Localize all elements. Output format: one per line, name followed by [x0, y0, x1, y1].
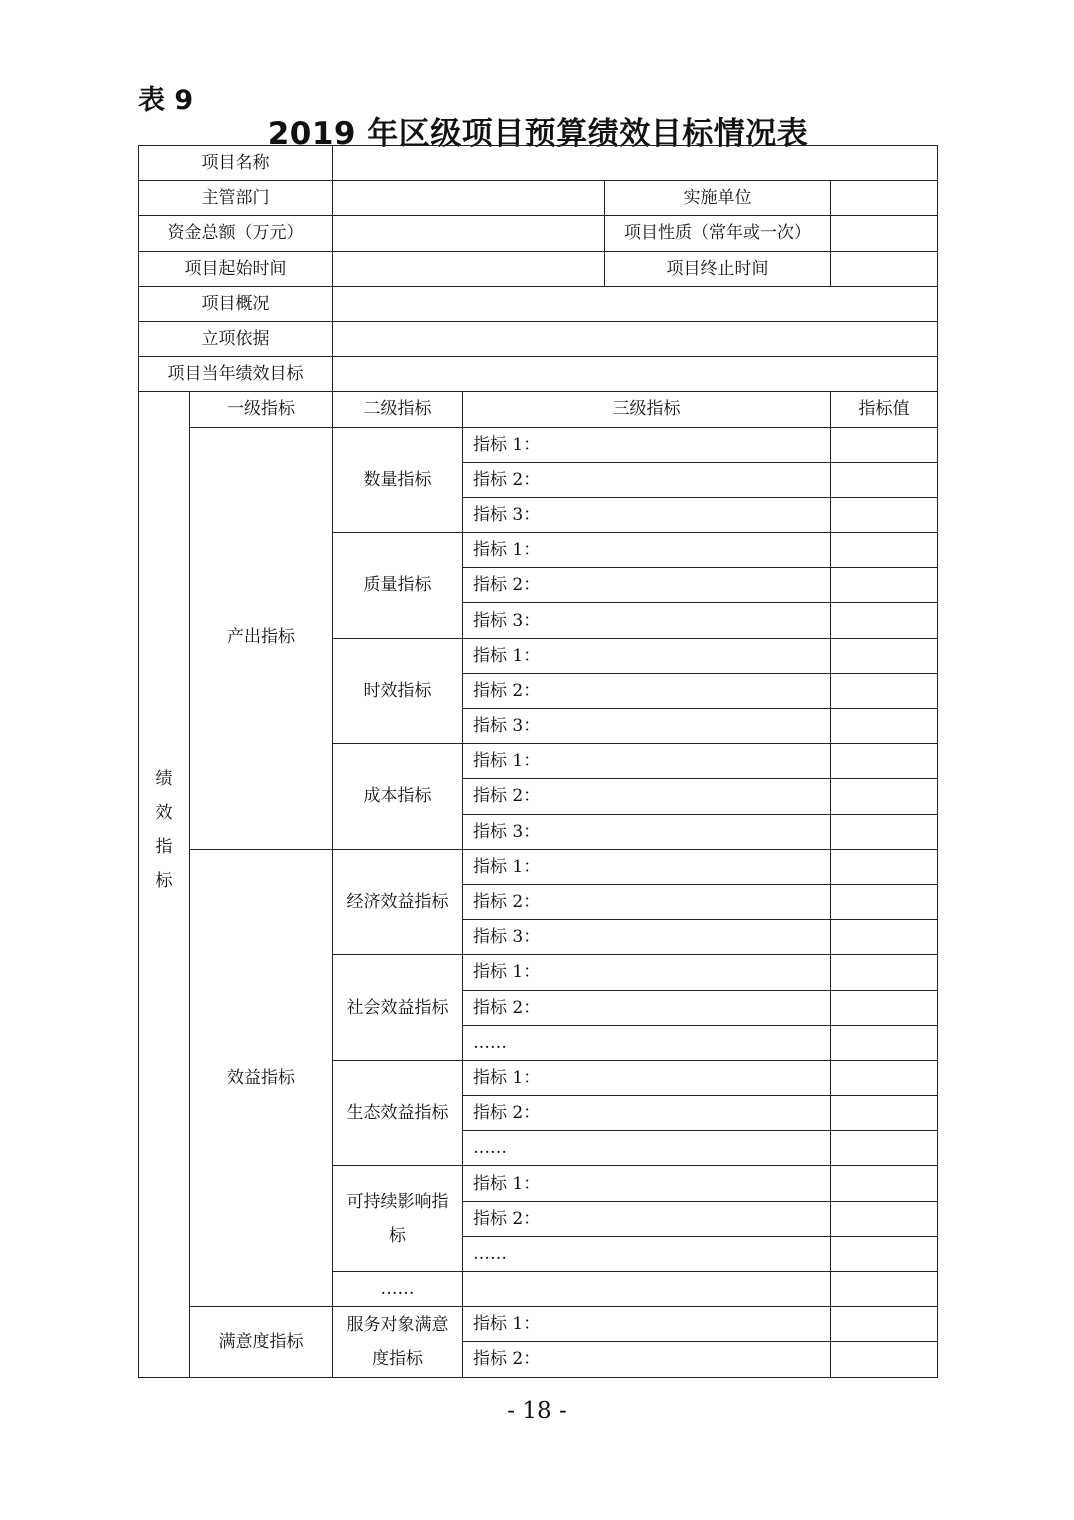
value-start-time[interactable] [333, 251, 605, 286]
level3-item: 指标 1： [463, 955, 831, 990]
indicator-value[interactable] [831, 603, 938, 638]
level3-item: 指标 2： [463, 673, 831, 708]
row-start-time [139, 251, 938, 286]
row-overview [139, 286, 938, 321]
indicator-value[interactable] [831, 779, 938, 814]
page-number: - 18 - [507, 1398, 567, 1424]
level2-quality: 质量指标 [333, 533, 463, 639]
label-project-nature: 项目性质（常年或一次） [605, 216, 831, 251]
row-department [139, 181, 938, 216]
col-level2: 二级指标 [333, 392, 463, 427]
level2-label: 社会效益指标 [346, 997, 449, 1018]
level2-label: 经济效益指标 [346, 892, 449, 913]
indicator-value[interactable] [831, 462, 938, 497]
value-overview[interactable] [333, 286, 938, 321]
label-end-time: 项目终止时间 [605, 251, 831, 286]
level2-cost: 成本指标 [333, 744, 463, 850]
level3-item: 指标 3： [463, 814, 831, 849]
row-indicator-output-0-0 [139, 427, 938, 462]
value-project-name[interactable] [333, 146, 938, 181]
value-basis[interactable] [333, 321, 938, 356]
level3-item: 指标 3： [463, 709, 831, 744]
row-basis [139, 321, 938, 356]
col-level3: 三级指标 [463, 392, 831, 427]
col-level1: 一级指标 [190, 392, 333, 427]
indicator-value[interactable] [831, 533, 938, 568]
level2-timeliness: 时效指标 [333, 638, 463, 744]
indicator-value[interactable] [831, 814, 938, 849]
row-project-name [139, 146, 938, 181]
level3-item: 指标 2： [463, 462, 831, 497]
level3-item: 指标 3： [463, 603, 831, 638]
level3-item: 指标 3： [463, 497, 831, 532]
indicator-value[interactable] [831, 1307, 938, 1342]
level3-item: 指标 1： [463, 744, 831, 779]
row-total-funds [139, 216, 938, 251]
value-implementer[interactable] [831, 181, 938, 216]
indicator-value[interactable] [831, 1025, 938, 1060]
indicator-value[interactable] [831, 568, 938, 603]
level2-social [333, 955, 463, 1061]
level3-item: …… [463, 1025, 831, 1060]
document-title: 2019 年区级项目预算绩效目标情况表 [267, 116, 809, 152]
value-annual-goal[interactable] [333, 357, 938, 392]
indicator-value[interactable] [831, 849, 938, 884]
value-total-funds[interactable] [333, 216, 605, 251]
level3-item: 指标 2： [463, 1201, 831, 1236]
indicator-value[interactable] [831, 427, 938, 462]
label-department: 主管部门 [139, 181, 333, 216]
row-indicator-benefit-0-0 [139, 849, 938, 884]
level3-item: 指标 1： [463, 849, 831, 884]
row-annual-goal [139, 357, 938, 392]
level2-label: 服务对象满意度指标 [346, 1314, 449, 1369]
level1-satisfaction: 满意度指标 [190, 1307, 333, 1377]
level3-item [463, 1272, 831, 1307]
indicator-value[interactable] [831, 1131, 938, 1166]
level2-label: 生态效益指标 [346, 1103, 449, 1124]
indicator-value[interactable] [831, 709, 938, 744]
table-number: 表 9 [138, 85, 194, 116]
row-indicator-header [139, 392, 938, 427]
indicator-value[interactable] [831, 1342, 938, 1377]
level3-item: …… [463, 1131, 831, 1166]
label-project-name: 项目名称 [139, 146, 333, 181]
col-value: 指标值 [831, 392, 938, 427]
level3-item: 指标 2： [463, 990, 831, 1025]
indicator-value[interactable] [831, 1236, 938, 1271]
level3-item: 指标 1： [463, 1166, 831, 1201]
value-end-time[interactable] [831, 251, 938, 286]
label-implementer: 实施单位 [605, 181, 831, 216]
indicator-value[interactable] [831, 638, 938, 673]
label-annual-goal: 项目当年绩效目标 [139, 357, 333, 392]
value-project-nature[interactable] [831, 216, 938, 251]
indicator-value[interactable] [831, 497, 938, 532]
section-performance-indicators: 绩 效 指 标 [139, 392, 190, 1377]
indicator-value[interactable] [831, 990, 938, 1025]
indicator-value[interactable] [831, 673, 938, 708]
level3-item: 指标 1： [463, 533, 831, 568]
indicator-value[interactable] [831, 1272, 938, 1307]
label-overview: 项目概况 [139, 286, 333, 321]
label-total-funds: 资金总额（万元） [139, 216, 333, 251]
indicator-value[interactable] [831, 1166, 938, 1201]
level2-ecological [333, 1060, 463, 1166]
level3-item: 指标 2： [463, 1096, 831, 1131]
level3-item: 指标 2： [463, 568, 831, 603]
level2-more: …… [333, 1272, 463, 1307]
indicator-value[interactable] [831, 920, 938, 955]
value-department[interactable] [333, 181, 605, 216]
indicator-value[interactable] [831, 884, 938, 919]
level1-benefit: 效益指标 [190, 849, 333, 1306]
level2-sustainable [333, 1166, 463, 1272]
level3-item: 指标 2： [463, 1342, 831, 1377]
label-basis: 立项依据 [139, 321, 333, 356]
level3-item: 指标 1： [463, 638, 831, 673]
level3-item: 指标 3： [463, 920, 831, 955]
level3-item: 指标 2： [463, 884, 831, 919]
level3-item: 指标 1： [463, 1060, 831, 1095]
level3-item: 指标 1： [463, 427, 831, 462]
row-indicator-satisfaction-0-0 [139, 1307, 938, 1342]
level3-item: 指标 1： [463, 1307, 831, 1342]
indicator-value[interactable] [831, 1201, 938, 1236]
indicator-value[interactable] [831, 1060, 938, 1095]
level2-quantity: 数量指标 [333, 427, 463, 533]
label-start-time: 项目起始时间 [139, 251, 333, 286]
level2-label: 可持续影响指标 [346, 1191, 449, 1246]
level3-item: …… [463, 1236, 831, 1271]
indicator-value[interactable] [831, 1096, 938, 1131]
indicator-value[interactable] [831, 744, 938, 779]
level3-item: 指标 2： [463, 779, 831, 814]
level2-economic [333, 849, 463, 955]
level1-output: 产出指标 [190, 427, 333, 849]
level2-service [333, 1307, 463, 1377]
indicator-value[interactable] [831, 955, 938, 990]
performance-target-table [138, 145, 938, 1378]
